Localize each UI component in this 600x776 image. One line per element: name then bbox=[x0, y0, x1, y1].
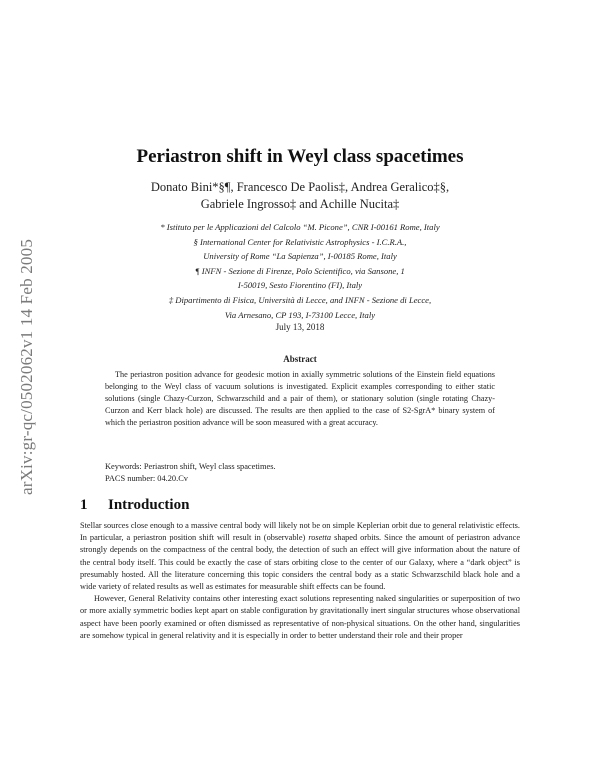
abstract-text: The periastron position advance for geodesic motion in axially symmetric solutions of the Einstein field equations belonging to the Weyl class of vacuum solutions is investigated. Explicit examples corresponding to either static solutions (single Chazy-Curzon, Schwarzschild and a pair of them), or stationary solution (single rotating Chazy-Curzon and Kerr black hole) are discussed. The results are then applied to the case of S2-SgrA* binary system of which the periastron position advance will be soon measured with a great accuracy. bbox=[105, 370, 495, 428]
paragraph: However, General Relativity contains other interesting exact solutions representing naked singularities or superposition of two or more axially symmetric bodies kept apart on stable configuration by gravitationally inert singular structures whose observational aspect have been poorly examined or often dismissed as representative of non-physical situations. On the other hand, singularities are somehow typical in general relativity and it is especially in order to better understand their role and their proper bbox=[80, 594, 520, 640]
paper-date: July 13, 2018 bbox=[275, 322, 325, 332]
paragraph: Stellar sources close enough to a massive central body will likely not be on simple Keplerian orbit due to general relativistic effects. In particular, a periastron position shift will result in (observable) rosetta shaped orbits. Since the amount of periastron advance strongly depends on the compactness of the central body, the detection of such an effect will give information about the nature of the central body itself. This could be exactly the case of stars orbiting close to the center of our Galaxy, where a “dark object” is presumably hosted. All the literature concerning this topic considers the central body as a static Schwarzschild black hole and a wide variety of related results as well as estimates for measurable shift effects can be found. bbox=[80, 521, 520, 592]
affiliation-line: I-50019, Sesto Fiorentino (FI), Italy bbox=[237, 280, 363, 291]
authors bbox=[90, 179, 510, 213]
affiliation-line: University of Rome “La Sapienza”, I-00185 Rome, Italy bbox=[203, 251, 397, 262]
pacs-number: PACS number: 04.20.Cv bbox=[105, 474, 188, 483]
affiliation-line: Via Arnesano, CP 193, I-73100 Lecce, Italy bbox=[224, 309, 376, 320]
keywords: Keywords: Periastron shift, Weyl class spacetimes. bbox=[105, 462, 276, 471]
affiliation-line: * Istituto per le Applicazioni del Calcolo “M. Picone”, CNR I-00161 Rome, Italy bbox=[160, 222, 440, 232]
body-text bbox=[80, 520, 520, 642]
section-title: Introduction bbox=[108, 497, 190, 513]
affiliation-line: ‡ Dipartimento di Fisica, Università di Lecce, and INFN - Sezione di Lecce, bbox=[168, 294, 432, 305]
authors-line-2: Gabriele Ingrosso‡ and Achille Nucita‡ bbox=[200, 197, 400, 211]
keywords-block bbox=[105, 461, 495, 485]
section-heading bbox=[80, 497, 189, 514]
section-number: 1 bbox=[80, 497, 88, 513]
affiliations bbox=[100, 220, 500, 322]
affiliation-line: § International Center for Relativistic Astrophysics - I.C.R.A., bbox=[193, 236, 407, 247]
arxiv-identifier: arXiv:gr-qc/0502062v1 14 Feb 2005 bbox=[17, 238, 36, 496]
abstract-heading: Abstract bbox=[283, 354, 317, 364]
emphasis: rosetta bbox=[308, 533, 332, 543]
affiliation-line: ¶ INFN - Sezione di Firenze, Polo Scientifico, via Sansone, 1 bbox=[195, 265, 405, 276]
paper-title: Periastron shift in Weyl class spacetimes bbox=[136, 146, 464, 167]
authors-line-1: Donato Bini*§¶, Francesco De Paolis‡, Andrea Geralico‡§, bbox=[150, 180, 450, 194]
